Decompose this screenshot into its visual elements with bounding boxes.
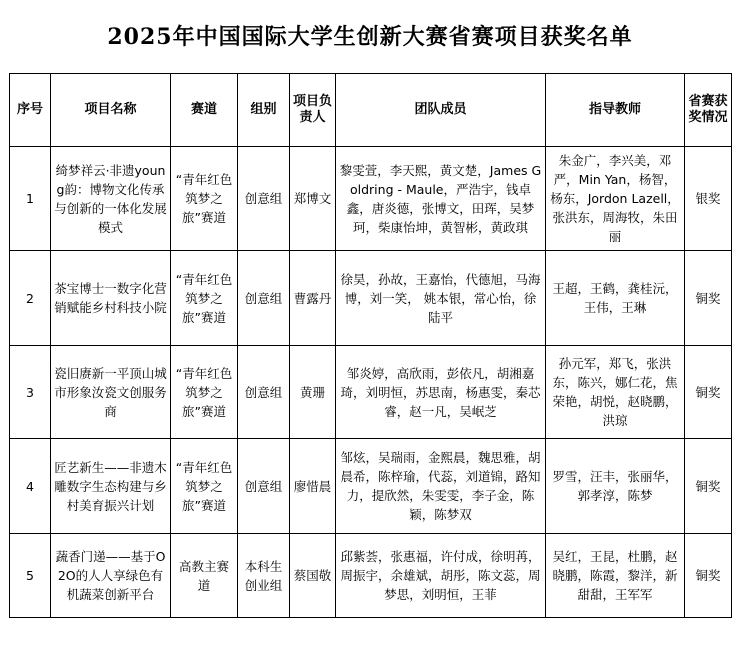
cell-award: 铜奖	[685, 251, 732, 346]
cell-track: “青年红色筑梦之旅”赛道	[171, 439, 238, 534]
table-header-row	[10, 74, 732, 147]
cell-award: 铜奖	[685, 534, 732, 618]
table-row	[10, 346, 732, 439]
cell-advisors: 王超，王鹤，龚桂沅，王伟，王琳	[546, 251, 685, 346]
cell-project: 绮梦祥云·非遗young韵：博物文化传承与创新的一体化发展模式	[51, 147, 171, 251]
cell-track: 高教主赛道	[171, 534, 238, 618]
cell-award: 铜奖	[685, 439, 732, 534]
cell-advisors: 吴红，王昆，杜鹏，赵晓鹏，陈霞，黎洋，新甜甜，王军军	[546, 534, 685, 618]
table-row	[10, 439, 732, 534]
cell-members: 邱紫荟，张惠福，许付成，徐明苒，周振宇，余雄斌，胡彤，陈文蕊，周梦思，刘明恒，王菲	[336, 534, 546, 618]
table-row	[10, 251, 732, 346]
cell-group: 创意组	[238, 439, 290, 534]
header-group: 组别	[238, 74, 290, 147]
cell-no: 1	[10, 147, 51, 251]
header-members: 团队成员	[336, 74, 546, 147]
cell-track: “青年红色筑梦之旅”赛道	[171, 251, 238, 346]
cell-track: “青年红色筑梦之旅”赛道	[171, 147, 238, 251]
page-title: 2025年中国国际大学生创新大赛省赛项目获奖名单	[107, 24, 633, 50]
cell-advisors: 孙元军，郑飞，张洪东，陈兴，娜仁花，焦荣艳，胡悦，赵晓鹏，洪琼	[546, 346, 685, 439]
cell-advisors: 朱金广，李兴美，邓严，Min Yan，杨智，杨东，Jordon Lazell，张洪东，周海牧，朱田丽	[546, 147, 685, 251]
cell-leader: 廖惜晨	[290, 439, 336, 534]
cell-members: 邹炎婷，高欣雨，彭依凡，胡湘嘉琦，刘明恒，苏思南，杨惠雯，秦芯睿，赵一凡，吴岷芝	[336, 346, 546, 439]
cell-group: 创意组	[238, 147, 290, 251]
cell-project: 匠艺新生——非遗木雕数字生态构建与乡村美育振兴计划	[51, 439, 171, 534]
cell-members: 徐昊，孙故，王嘉怡，代德旭，马海博，刘一笑， 姚本银，常心怡，徐陆平	[336, 251, 546, 346]
header-advisors: 指导教师	[546, 74, 685, 147]
table-row	[10, 534, 732, 618]
cell-advisors: 罗雪，汪丰，张丽华，郭孝淳，陈梦	[546, 439, 685, 534]
cell-award: 银奖	[685, 147, 732, 251]
cell-members: 黎雯萱，李天熙，黄文楚，James Goldring - Maule，严浩宇，钱卓鑫，唐炎德，张博文，田珲，吴梦珂，柴康怡坤，黄智彬，黄政琪	[336, 147, 546, 251]
header-leader: 项目负责人	[290, 74, 336, 147]
cell-project: 蔬香门递——基于O2O的人人享绿色有机蔬菜创新平台	[51, 534, 171, 618]
cell-no: 3	[10, 346, 51, 439]
cell-group: 本科生创业组	[238, 534, 290, 618]
header-project: 项目名称	[51, 74, 171, 147]
cell-leader: 黄珊	[290, 346, 336, 439]
cell-leader: 曹露丹	[290, 251, 336, 346]
header-no: 序号	[10, 74, 51, 147]
cell-no: 4	[10, 439, 51, 534]
table-row	[10, 147, 732, 251]
cell-leader: 蔡国敬	[290, 534, 336, 618]
cell-group: 创意组	[238, 251, 290, 346]
cell-project: 瓷旧赓新一平顶山城市形象汝瓷文创服务商	[51, 346, 171, 439]
awards-table	[9, 73, 732, 618]
header-track: 赛道	[171, 74, 238, 147]
cell-no: 5	[10, 534, 51, 618]
cell-project: 茶宝博士一数字化营销赋能乡村科技小院	[51, 251, 171, 346]
cell-members: 邹炫，吴瑞雨，金熙晨，魏思雅，胡晨希，陈梓瑜，代蕊，刘道锦，路知力，提欣然，朱雯雯，李子金，陈颖，陈梦双	[336, 439, 546, 534]
cell-leader: 郑博文	[290, 147, 336, 251]
header-award: 省赛获奖情况	[685, 74, 732, 147]
cell-no: 2	[10, 251, 51, 346]
cell-award: 铜奖	[685, 346, 732, 439]
cell-track: “青年红色筑梦之旅”赛道	[171, 346, 238, 439]
cell-group: 创意组	[238, 346, 290, 439]
